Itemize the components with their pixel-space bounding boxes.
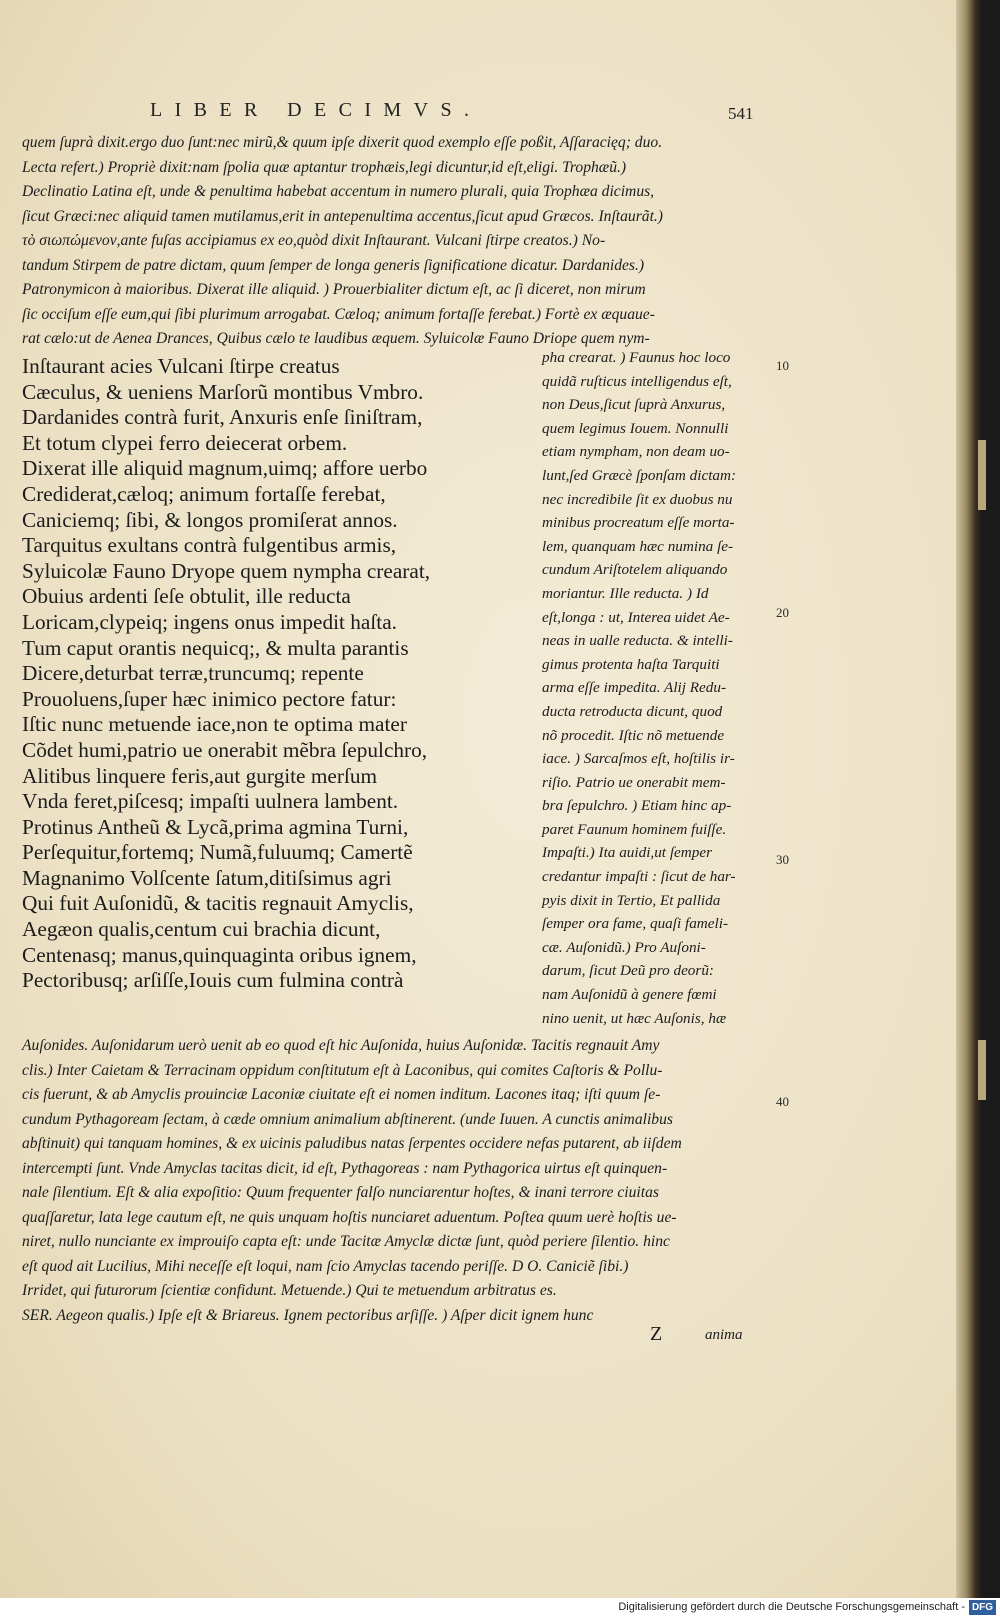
side-commentary — [542, 346, 755, 1030]
commentary-line: quem ſuprà dixit.ergo duo ſunt:nec mirũ,& quum ipſe dixerit quod exemplo eſſe poßit, Aſſaracięq; duo. — [22, 134, 663, 151]
commentary-line: nale ſilentium. Eſt & alia expoſitio: Quum frequenter falſo nunciarentur hoſtes, & inani terrore ciuitas — [22, 1184, 659, 1201]
side-line: gimus protenta haſta Tarquiti — [542, 655, 720, 673]
verse-line: Qui fuit Auſonidũ, & tacitis regnauit Amyclis, — [22, 891, 414, 916]
verse-line: Protinus Antheũ & Lycã,prima agmina Turni, — [22, 814, 409, 839]
side-line: nino uenit, ut hæc Auſonis, hæ — [542, 1009, 727, 1027]
verse-line: Loricam,clypeiq; ingens onus impedit haſta. — [22, 609, 397, 634]
side-line: paret Faunum hominem fuiſſe. — [542, 820, 727, 838]
line-number: 40 — [776, 1094, 789, 1109]
side-line: nam Auſonidũ à genere fœmi — [542, 986, 717, 1004]
commentary-line: rat cælo:ut de Aenea Drances, Quibus cælo te laudibus æquem. Syluicolæ Fauno Driope quem nym- — [22, 330, 650, 347]
running-title: LIBER DECIMVS. — [150, 99, 482, 121]
side-line: nec incredibile ſit ex duobus nu — [542, 490, 733, 508]
commentary-line: abſtinuit) qui tanquam homines, & ex uicinis paludibus natas ſerpentes occidere nefas putarent, ab iiſdem — [22, 1135, 682, 1152]
verse-line: Dixerat ille aliquid magnum,uimq; affore uerbo — [22, 456, 428, 481]
verse-line: Tarquitus exultans contrà fulgentibus armis, — [22, 533, 397, 558]
footer-text: Digitalisierung gefördert durch die Deutsche Forschungsgemeinschaft - — [618, 1601, 965, 1613]
commentary-line: ſic occiſum eſſe eum,qui ſibi plurimum arrogabat. Cæloq; animum fortaſſe ferebat.) Fortè ex æquaue- — [22, 305, 655, 323]
commentary-line: Declinatio Latina eſt, unde & penultima habebat accentum in numero plurali, quia Trophæa dicimus, — [22, 183, 655, 200]
verse-line: Prouoluens,ſuper hæc inimico pectore fatur: — [22, 686, 397, 711]
edge-mark — [978, 1040, 986, 1100]
verse-line: Perſequitur,fortemq; Numã,fuluumq; Camertẽ — [22, 840, 413, 865]
commentary-line: cis fuerunt, & ab Amyclis prouinciæ Laconiæ ciuitate eſt ei nomen inditum. Lacones itaq; iſti quum ſe- — [22, 1086, 661, 1103]
side-line: credantur impaſti : ſicut de har- — [542, 868, 736, 886]
commentary-line: Patronymicon à maioribus. Dixerat ille aliquid. ) Prouerbialiter dictum eſt, ac ſi diceret, non mirum — [22, 281, 646, 298]
catchword: anima — [705, 1327, 743, 1343]
commentary-line: quaſſaretur, lata lege cautum eſt, ne quis unquam hoſtis nunciaret aduentum. Poſtea quum uerè hoſtis ue- — [22, 1208, 677, 1226]
verse-line: Dardanides contrà furit, Anxuris enſe ſiniſtram, — [22, 405, 423, 430]
verse-line: Obuius ardenti ſeſe obtulit, ille reducta — [22, 584, 351, 609]
verse-line: Tum caput orantis nequicq;, & multa parantis — [22, 635, 409, 660]
side-line: pha crearat. ) Faunus hoc loco — [542, 349, 731, 366]
page-edge — [956, 0, 982, 1598]
signature-mark: Z — [650, 1323, 663, 1345]
verse-line: Et totum clypei ferro deiecerat orbem. — [22, 430, 348, 455]
commentary-line: Auſonides. Auſonidarum uerò uenit ab eo quod eſt hic Auſonida, huius Auſonidæ. Tacitis regnauit Amy — [22, 1037, 660, 1054]
side-line: pyis dixit in Tertio, Et pallida — [542, 891, 721, 909]
verse-line: Vnda feret,piſcesq; impaſti uulnera lambent. — [22, 789, 399, 814]
side-line: ducta retroducta dicunt, quod — [542, 702, 723, 720]
verse-line: Inſtaurant acies Vulcani ſtirpe creatus — [22, 354, 340, 378]
side-line: iace. ) Sarcaſmos eſt, hoſtilis ir- — [542, 750, 735, 768]
side-line: eſt,longa : ut, Interea uidet Ae- — [542, 608, 730, 626]
side-line: nõ procedit. Iſtic nõ metuende — [542, 726, 725, 744]
side-line: lunt,ſed Græcè ſponſam dictam: — [542, 466, 737, 484]
commentary-line: Irridet, qui futurorum ſcientiæ confidunt. Metuende.) Qui te metuendum arbitratus es. — [22, 1282, 557, 1299]
side-line: darum, ſicut Deũ pro deorũ: — [542, 962, 714, 980]
verse-line: Caniciemq; ſibi, & longos promiſerat annos. — [22, 507, 398, 532]
commentary-line: cundum Pythagoream ſectam, à cæde omnium animalium abſtinerent. (unde Iuuen. A cunctis animalibus — [22, 1110, 673, 1128]
verse-line: Iſtic nunc metuende iace,non te optima mater — [22, 712, 407, 737]
verse-line: Aegæon qualis,centum cui brachia dicunt, — [22, 917, 381, 942]
verse-line: Dicere,deturbat terræ,truncumq; repente — [22, 661, 364, 686]
side-line: minibus procreatum eſſe morta- — [542, 514, 735, 532]
side-line: arma eſſe impedita. Alij Redu- — [542, 679, 727, 697]
side-line: lem, quanquam hæc numina ſe- — [542, 537, 734, 555]
commentary-line: clis.) Inter Caietam & Terracinam oppidum conſtitutum eſt à Laconibus, qui comites Caſtoris & Pollu- — [22, 1061, 663, 1079]
commentary-line: niret, nullo nunciante ex improuiſo capta eſt: unde Tacitæ Amyclæ dictæ ſunt, quòd periere ſilentio. hinc — [22, 1233, 670, 1250]
side-line: bra ſepulchro. ) Etiam hinc ap- — [542, 797, 732, 815]
side-line: ſemper ora fame, quaſi fameli- — [542, 915, 729, 933]
side-line: quidã ruſticus intelligendus eſt, — [542, 372, 732, 390]
side-line: riſio. Patrio ue onerabit mem- — [542, 773, 726, 791]
verse-line: Cæculus, & ueniens Marſorũ montibus Vmbro. — [22, 379, 424, 404]
page-number: 541 — [728, 104, 754, 123]
commentary-line: τὸ σιωπώμενον,ante fuſas accipiamus ex eo,quòd dixit Inſtaurant. Vulcani ſtirpe creatos.) No- — [22, 232, 606, 249]
side-line: cæ. Auſonidũ.) Pro Auſoni- — [542, 938, 706, 956]
verse-line: Pectoribusq; arſiſſe,Iouis cum fulmina contrà — [22, 968, 404, 993]
commentary-line: intercempti ſunt. Vnde Amyclas tacitas dicit, id eſt, Pythagoreas : nam Pythagorica uirtus eſt quinquen- — [22, 1159, 668, 1177]
side-line: Impaſti.) Ita auidi,ut ſemper — [542, 844, 712, 862]
side-line: quem legimus Iouem. Nonnulli — [542, 419, 729, 437]
dfg-logo: DFG — [969, 1600, 996, 1615]
side-line: etiam nympham, non deam uo- — [542, 443, 730, 461]
verse-line: Centenasq; manus,quinquaginta oribus ignem, — [22, 942, 417, 967]
commentary-line: eſt quod ait Lucilius, Mihi neceſſe eſt loqui, nam ſcio Amyclas tacendo periſſe. D O. Caniciẽ ſibi.) — [22, 1257, 629, 1275]
line-number: 20 — [776, 605, 789, 620]
commentary-top — [22, 131, 762, 352]
verse-line: Crediderat,cæloq; animum fortaſſe ferebat, — [22, 481, 386, 506]
line-number: 10 — [776, 358, 789, 373]
side-line: neas in ualle reducta. & intelli- — [542, 632, 733, 650]
digitization-footer — [0, 1598, 1000, 1618]
commentary-line: ſicut Græci:nec aliquid tamen mutilamus,erit in antepenultima accentus,ſicut apud Græcos. Inſtaurãt.) — [22, 207, 663, 225]
verse-line: Cõdet humi,patrio ue onerabit mẽbra ſepulchro, — [22, 737, 428, 762]
side-line: non Deus,ſicut ſuprà Anxurus, — [542, 396, 726, 414]
commentary-bottom — [22, 1034, 762, 1328]
side-line: cundum Ariſtotelem aliquando — [542, 561, 728, 579]
line-number: 30 — [776, 852, 789, 867]
verse-line: Magnanimo Volſcente ſatum,ditiſsimus agri — [22, 865, 392, 890]
side-line: moriantur. Ille reducta. ) Id — [542, 584, 709, 602]
verse-line: Alitibus linquere feris,aut gurgite merſum — [22, 763, 378, 788]
poem-text — [22, 354, 532, 994]
edge-mark — [978, 440, 986, 510]
verse-line: Syluicolæ Fauno Dryope quem nympha crearat, — [22, 558, 431, 583]
commentary-line: SER. Aegeon qualis.) Ipſe eſt & Briareus. Ignem pectoribus arſiſſe. ) Aſper dicit ignem hunc — [22, 1306, 594, 1324]
commentary-line: Lecta refert.) Propriè dixit:nam ſpolia quæ aptantur trophæis,legi dicuntur,id eſt,eligi. Trophæũ.) — [22, 158, 627, 176]
commentary-line: tandum Stirpem de patre dictam, quum ſemper de longa generis ſignificatione dicatur. Dardanides.) — [22, 256, 645, 274]
